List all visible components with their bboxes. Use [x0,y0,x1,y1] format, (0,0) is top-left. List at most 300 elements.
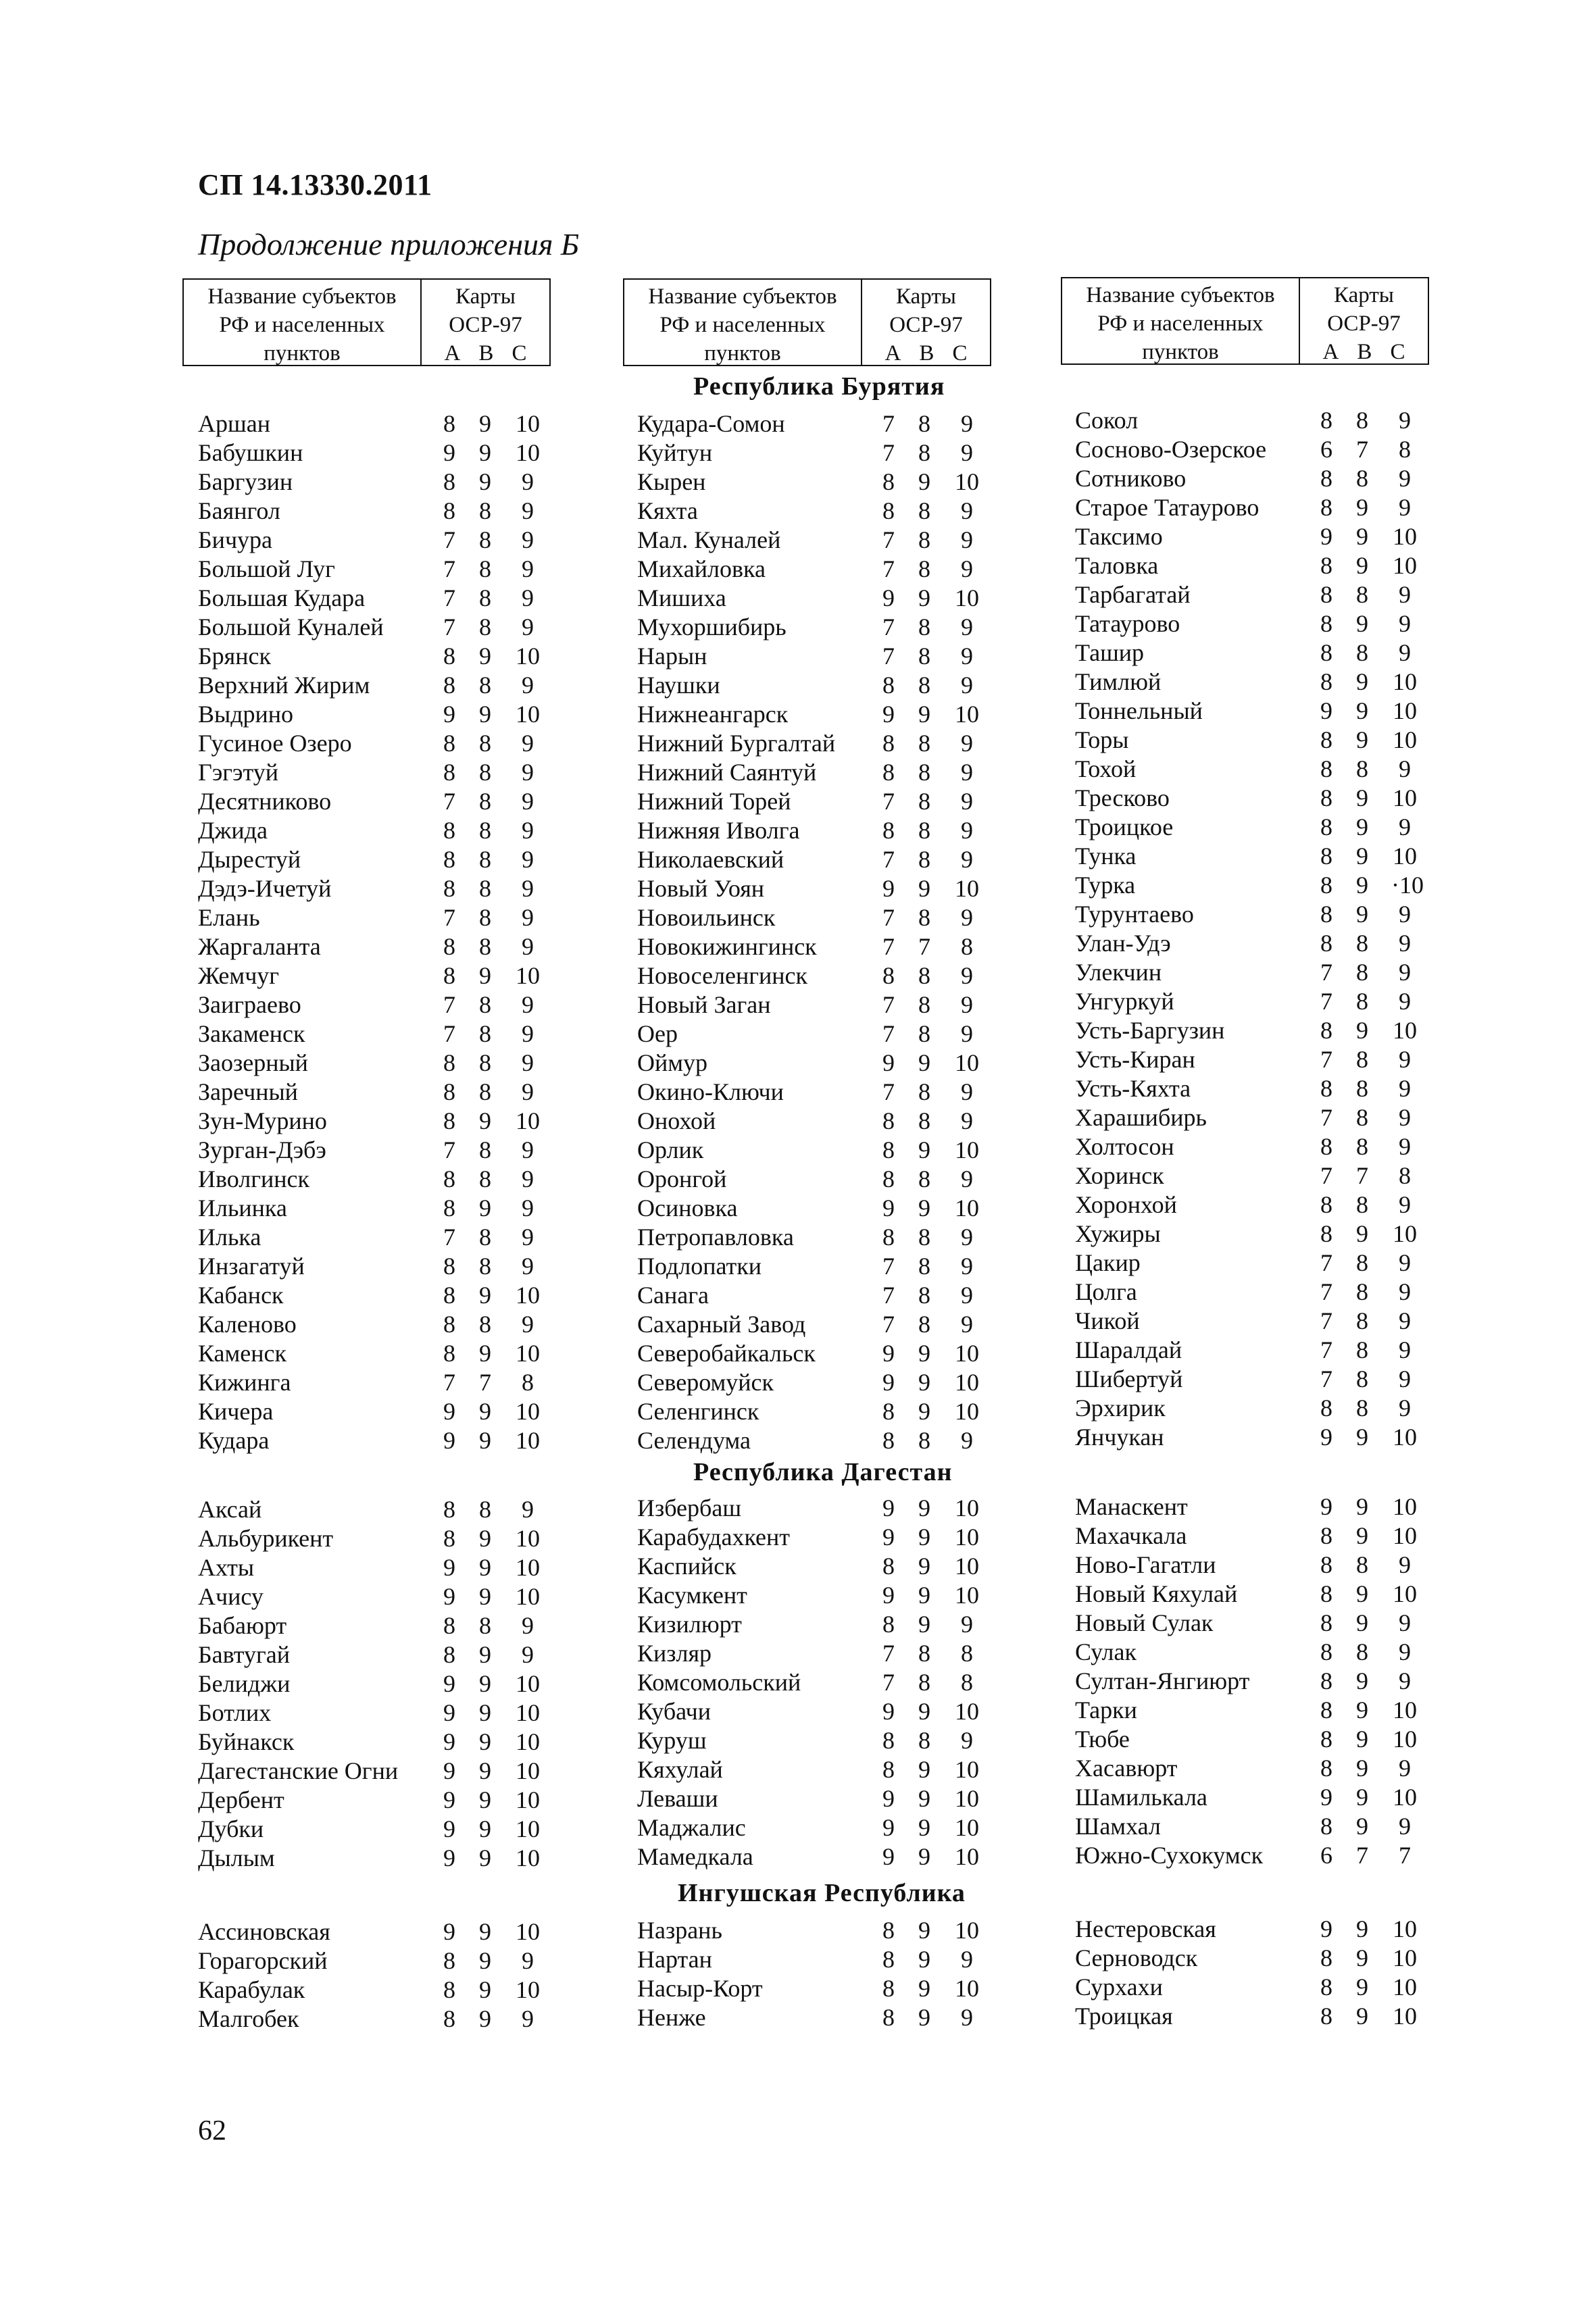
map-b-value: 9 [1356,1915,1368,1942]
map-b-value: 8 [918,991,930,1018]
map-b-value: 8 [918,759,930,786]
map-c-value: 8 [1399,436,1411,463]
settlement-name: Мамедкала [637,1843,753,1870]
table-row [637,642,1016,671]
map-c-value: 10 [1393,1973,1417,2001]
map-b-value: 8 [479,1253,491,1280]
table-row [198,1976,576,2005]
table-row [1075,929,1453,958]
map-a-value: 8 [882,1727,895,1754]
map-b-value: 8 [479,1612,491,1639]
map-b-value: 8 [479,584,491,611]
map-b-value: 8 [479,1049,491,1076]
map-b-value: 9 [479,1757,491,1784]
map-c-value: 10 [955,875,979,902]
map-a-value: 8 [1320,407,1332,434]
header-col-b: В [478,341,494,366]
map-a-value: 8 [443,1253,455,1280]
map-c-value: 9 [961,1311,973,1338]
map-c-value: 9 [1399,813,1411,840]
map-b-value: 9 [918,1756,930,1783]
map-b-value: 8 [479,904,491,931]
map-b-value: 9 [479,1583,491,1610]
header-col-c: С [512,341,527,366]
map-c-value: 10 [516,701,540,728]
settlement-name: Баргузин [198,468,293,495]
map-b-value: 9 [918,875,930,902]
map-a-value: 8 [443,759,455,786]
settlement-name: Кубачи [637,1698,712,1725]
map-c-value: 9 [1399,1365,1411,1392]
map-b-value: 8 [1356,1133,1368,1160]
map-a-value: 7 [443,904,455,931]
table-row [198,1165,576,1194]
map-c-value: 9 [1399,1813,1411,1840]
settlement-name: Кижинга [198,1369,291,1396]
map-c-value: 9 [961,2004,973,2031]
header-name-cell [1062,278,1300,363]
settlement-name: Тюбе [1075,1726,1130,1753]
settlement-name: Холтосон [1075,1133,1174,1160]
table-row [198,1368,576,1397]
map-b-value: 8 [479,555,491,582]
map-c-value: 9 [522,613,534,640]
settlement-name: Дырестуй [198,846,301,873]
map-c-value: 9 [522,1049,534,1076]
map-b-value: 9 [1356,2003,1368,2030]
map-c-value: 9 [961,1078,973,1105]
settlement-name: Санага [637,1282,709,1309]
map-a-value: 8 [443,672,455,699]
map-a-value: 8 [882,1224,895,1251]
map-c-value: 9 [522,933,534,960]
map-c-value: 9 [522,1612,534,1639]
map-c-value: 9 [1399,1104,1411,1131]
table-row [1075,522,1453,551]
settlement-name: Маджалис [637,1814,746,1841]
map-a-value: 8 [1320,755,1332,782]
map-b-value: 9 [479,1107,491,1134]
table-row [198,1699,576,1728]
map-c-value: 9 [961,1611,973,1638]
map-a-value: 8 [443,1107,455,1134]
settlement-name: Нижний Бургалтай [637,730,836,757]
map-a-value: 8 [1320,1755,1332,1782]
header-name-line: РФ и населенных [1097,311,1264,336]
settlement-name: Каменск [198,1340,287,1367]
map-b-value: 9 [1356,726,1368,753]
map-b-value: 9 [479,962,491,989]
table-row [1075,1580,1453,1609]
map-b-value: 9 [1356,1944,1368,1971]
map-c-value: 8 [1399,1162,1411,1189]
map-b-value: 8 [1356,1394,1368,1422]
map-c-value: 9 [1399,1609,1411,1636]
map-c-value: 10 [516,643,540,670]
map-b-value: 8 [1356,1191,1368,1218]
settlement-name: Горагорский [198,1947,328,1974]
map-a-value: 8 [882,1917,895,1944]
settlement-name: Кабанск [198,1282,284,1309]
settlement-name: Подлопатки [637,1253,762,1280]
table-row [637,1610,1016,1639]
map-c-value: 9 [522,788,534,815]
table-row [637,555,1016,584]
map-c-value: 9 [522,1224,534,1251]
map-a-value: 8 [882,1611,895,1638]
map-c-value: 9 [522,1253,534,1280]
map-c-value: 10 [516,1670,540,1697]
settlement-name: Нартан [637,1946,712,1973]
settlement-name: Шаралдай [1075,1336,1182,1363]
settlement-name: Насыр-Корт [637,1975,763,2002]
map-b-value: 8 [918,643,930,670]
table-row [1075,580,1453,609]
table-row [198,1640,576,1669]
settlement-name: Аксай [198,1496,262,1523]
map-a-value: 8 [882,1136,895,1163]
table-row [637,1916,1016,1945]
map-a-value: 8 [1320,1133,1332,1160]
table-row [637,1494,1016,1523]
table-row [637,1581,1016,1610]
map-b-value: 8 [918,1078,930,1105]
table-row [1075,406,1453,435]
map-b-value: 8 [479,497,491,524]
map-c-value: 10 [516,1815,540,1842]
settlement-name: Ташир [1075,639,1145,666]
header-col-c: С [952,341,968,366]
map-c-value: 10 [955,1340,979,1367]
map-a-value: 7 [443,584,455,611]
map-c-value: 10 [516,1398,540,1425]
settlement-name: Сурхахи [1075,1973,1163,2001]
table-header-col2 [623,278,991,366]
settlement-name: Джида [198,817,268,844]
map-a-value: 8 [1320,930,1332,957]
map-a-value: 7 [882,526,895,553]
map-a-value: 8 [443,1340,455,1367]
map-a-value: 8 [882,759,895,786]
map-c-value: 9 [1399,1638,1411,1665]
map-b-value: 9 [1356,1755,1368,1782]
map-b-value: 8 [479,991,491,1018]
map-b-value: 9 [918,1340,930,1367]
settlement-name: Наушки [637,672,720,699]
map-c-value: 9 [961,1020,973,1047]
map-b-value: 8 [918,1282,930,1309]
map-c-value: 10 [1393,2003,1417,2030]
map-b-value: 9 [479,468,491,495]
map-c-value: 10 [516,1918,540,1945]
settlement-name: Комсомольский [637,1669,801,1696]
map-c-value: 10 [516,1554,540,1581]
dagestan-column-1 [198,1495,576,1873]
header-name-line: пунктов [1142,340,1219,364]
settlement-name: Новокижингинск [637,933,817,960]
table-row [1075,1812,1453,1841]
settlement-name: Сахарный Завод [637,1311,806,1338]
map-b-value: 8 [479,933,491,960]
map-a-value: 9 [1320,1493,1332,1520]
settlement-name: Селендума [637,1427,751,1454]
map-a-value: 8 [1320,1667,1332,1694]
table-row [198,1049,576,1078]
map-c-value: 10 [516,1282,540,1309]
map-a-value: 8 [882,1427,895,1454]
map-c-value: 10 [1393,1784,1417,1811]
settlement-name: Десятниково [198,788,332,815]
map-c-value: 9 [1399,1551,1411,1578]
map-b-value: 8 [918,904,930,931]
settlement-name: Ботлих [198,1699,272,1726]
map-a-value: 9 [882,1843,895,1870]
settlement-name: Каспийск [637,1553,737,1580]
map-b-value: 8 [1356,930,1368,957]
map-a-value: 8 [1320,1580,1332,1607]
map-a-value: 8 [1320,610,1332,637]
settlement-name: Орлик [637,1136,704,1163]
map-c-value: 10 [955,1917,979,1944]
table-row [198,816,576,845]
map-a-value: 9 [882,701,895,728]
table-row [637,1020,1016,1049]
settlement-name: Николаевский [637,846,784,873]
table-row [1075,609,1453,638]
table-row [198,468,576,497]
map-b-value: 9 [918,1814,930,1841]
map-b-value: 9 [479,1398,491,1425]
map-a-value: 9 [882,1194,895,1222]
map-a-value: 8 [1320,2003,1332,2030]
map-a-value: 7 [443,788,455,815]
map-a-value: 8 [1320,1638,1332,1665]
map-b-value: 9 [918,1843,930,1870]
table-row [198,1252,576,1281]
map-a-value: 8 [443,1976,455,2003]
settlement-name: Петропавловка [637,1224,794,1251]
settlement-name: Новый Кяхулай [1075,1580,1238,1607]
map-a-value: 8 [882,1756,895,1783]
ingushetia-column-3 [1075,1915,1453,2031]
map-c-value: 9 [522,555,534,582]
map-c-value: 9 [1399,1191,1411,1218]
map-b-value: 9 [1356,1493,1368,1520]
table-row [637,1107,1016,1136]
table-row [1075,435,1453,464]
map-c-value: 10 [1393,697,1417,724]
page-number: 62 [198,2115,226,2146]
table-row [198,409,576,438]
map-b-value: 9 [918,1136,930,1163]
map-b-value: 9 [918,1049,930,1076]
settlement-name: Оронгой [637,1165,727,1192]
map-a-value: 7 [1320,1249,1332,1276]
buryatia-column-1 [198,409,576,1455]
map-c-value: 10 [516,1427,540,1454]
map-a-value: 8 [1320,813,1332,840]
map-a-value: 8 [1320,1191,1332,1218]
map-c-value: 10 [955,1194,979,1222]
table-row [1075,1161,1453,1190]
map-c-value: 8 [961,933,973,960]
settlement-name: Чикой [1075,1307,1140,1334]
settlement-name: Нестеровская [1075,1915,1216,1942]
map-b-value: 9 [918,1494,930,1521]
map-b-value: 9 [918,1524,930,1551]
map-b-value: 8 [918,1224,930,1251]
settlement-name: Гэгэтуй [198,759,279,786]
table-row [198,1524,576,1553]
map-b-value: 9 [918,1698,930,1725]
map-a-value: 7 [882,555,895,582]
header-col-a: А [884,341,901,366]
map-a-value: 8 [1320,726,1332,753]
map-a-value: 9 [443,1757,455,1784]
map-b-value: 8 [1356,407,1368,434]
map-c-value: 10 [1393,1522,1417,1549]
settlement-name: Новый Уоян [637,875,765,902]
map-c-value: 10 [955,701,979,728]
table-row [198,526,576,555]
header-maps-line: ОСР-97 [889,313,963,337]
table-row [198,1582,576,1611]
table-row [1075,697,1453,726]
settlement-name: Ильинка [198,1194,287,1222]
map-c-value: 10 [516,1107,540,1134]
settlement-name: Турунтаево [1075,901,1194,928]
map-c-value: 10 [516,1728,540,1755]
map-c-value: 9 [522,904,534,931]
map-a-value: 9 [882,1340,895,1367]
map-c-value: 10 [1393,1424,1417,1451]
table-row [198,2005,576,2034]
settlement-name: Большой Куналей [198,613,384,640]
table-row [198,671,576,700]
header-name-line: Название субъектов [648,284,837,309]
map-a-value: 9 [1320,1915,1332,1942]
map-a-value: 9 [882,1524,895,1551]
map-c-value: 9 [522,672,534,699]
map-b-value: 9 [479,1282,491,1309]
map-c-value: 10 [516,1844,540,1871]
map-b-value: 8 [918,817,930,844]
map-a-value: 8 [1320,1394,1332,1422]
map-a-value: 8 [443,730,455,757]
map-c-value: 9 [961,497,973,524]
map-b-value: 9 [1356,784,1368,811]
map-c-value: 9 [522,1136,534,1163]
map-b-value: 8 [918,1165,930,1192]
settlement-name: Кизляр [637,1640,712,1667]
settlement-name: Ненже [637,2004,706,2031]
map-b-value: 9 [1356,1696,1368,1724]
map-b-value: 9 [479,410,491,437]
table-row [637,1523,1016,1552]
map-c-value: 10 [516,1786,540,1813]
map-a-value: 8 [1320,872,1332,899]
map-c-value: 10 [955,584,979,611]
map-a-value: 9 [1320,697,1332,724]
map-a-value: 9 [1320,523,1332,550]
map-b-value: 8 [918,962,930,989]
map-b-value: 8 [1356,581,1368,608]
settlement-name: Кудара-Сомон [637,410,785,437]
map-c-value: 10 [1393,1493,1417,1520]
table-row [198,1611,576,1640]
map-c-value: 9 [961,817,973,844]
table-row [198,990,576,1020]
map-b-value: 8 [1356,959,1368,986]
map-b-value: 8 [479,1020,491,1047]
map-a-value: 9 [443,1554,455,1581]
map-a-value: 9 [443,1728,455,1755]
map-a-value: 8 [1320,639,1332,666]
map-b-value: 9 [479,1194,491,1222]
map-a-value: 7 [443,991,455,1018]
map-a-value: 9 [443,1844,455,1871]
table-row [637,1310,1016,1339]
map-b-value: 8 [479,788,491,815]
map-b-value: 8 [479,526,491,553]
settlement-name: Дылым [198,1844,275,1871]
table-row [637,613,1016,642]
map-b-value: 9 [918,1369,930,1396]
map-c-value: 10 [955,1494,979,1521]
map-a-value: 8 [1320,1726,1332,1753]
table-row [1075,813,1453,842]
map-b-value: 8 [479,759,491,786]
map-c-value: 9 [522,526,534,553]
table-row [637,1281,1016,1310]
table-row [198,642,576,671]
map-a-value: 8 [882,1165,895,1192]
settlement-name: Оер [637,1020,678,1047]
map-c-value: 10 [516,1583,540,1610]
table-row [637,1639,1016,1668]
settlement-name: Сосново-Озерское [1075,436,1267,463]
table-row [1075,1783,1453,1812]
map-c-value: 10 [955,1975,979,2002]
map-a-value: 7 [882,613,895,640]
table-row [637,1755,1016,1784]
settlement-name: Сотниково [1075,465,1187,492]
settlement-name: Бабаюрт [198,1612,287,1639]
map-a-value: 8 [443,1078,455,1105]
settlement-name: Кырен [637,468,706,495]
settlement-name: Хужиры [1075,1220,1161,1247]
table-row [198,961,576,990]
map-b-value: 8 [918,672,930,699]
map-a-value: 9 [443,1670,455,1697]
settlement-name: Усть-Кяхта [1075,1075,1191,1102]
table-row [1075,1915,1453,1944]
table-row [1075,1521,1453,1551]
table-row [1075,842,1453,871]
settlement-name: Новый Сулак [1075,1609,1214,1636]
map-a-value: 7 [443,1369,455,1396]
map-b-value: 8 [918,1020,930,1047]
map-b-value: 9 [479,1728,491,1755]
map-c-value: 9 [961,1282,973,1309]
header-maps-line: ОСР-97 [1327,311,1401,336]
map-c-value: 9 [1399,1075,1411,1102]
settlement-name: Закаменск [198,1020,305,1047]
map-b-value: 8 [1356,1046,1368,1073]
table-row [1075,1132,1453,1161]
settlement-name: Касумкент [637,1582,747,1609]
table-row [198,1281,576,1310]
